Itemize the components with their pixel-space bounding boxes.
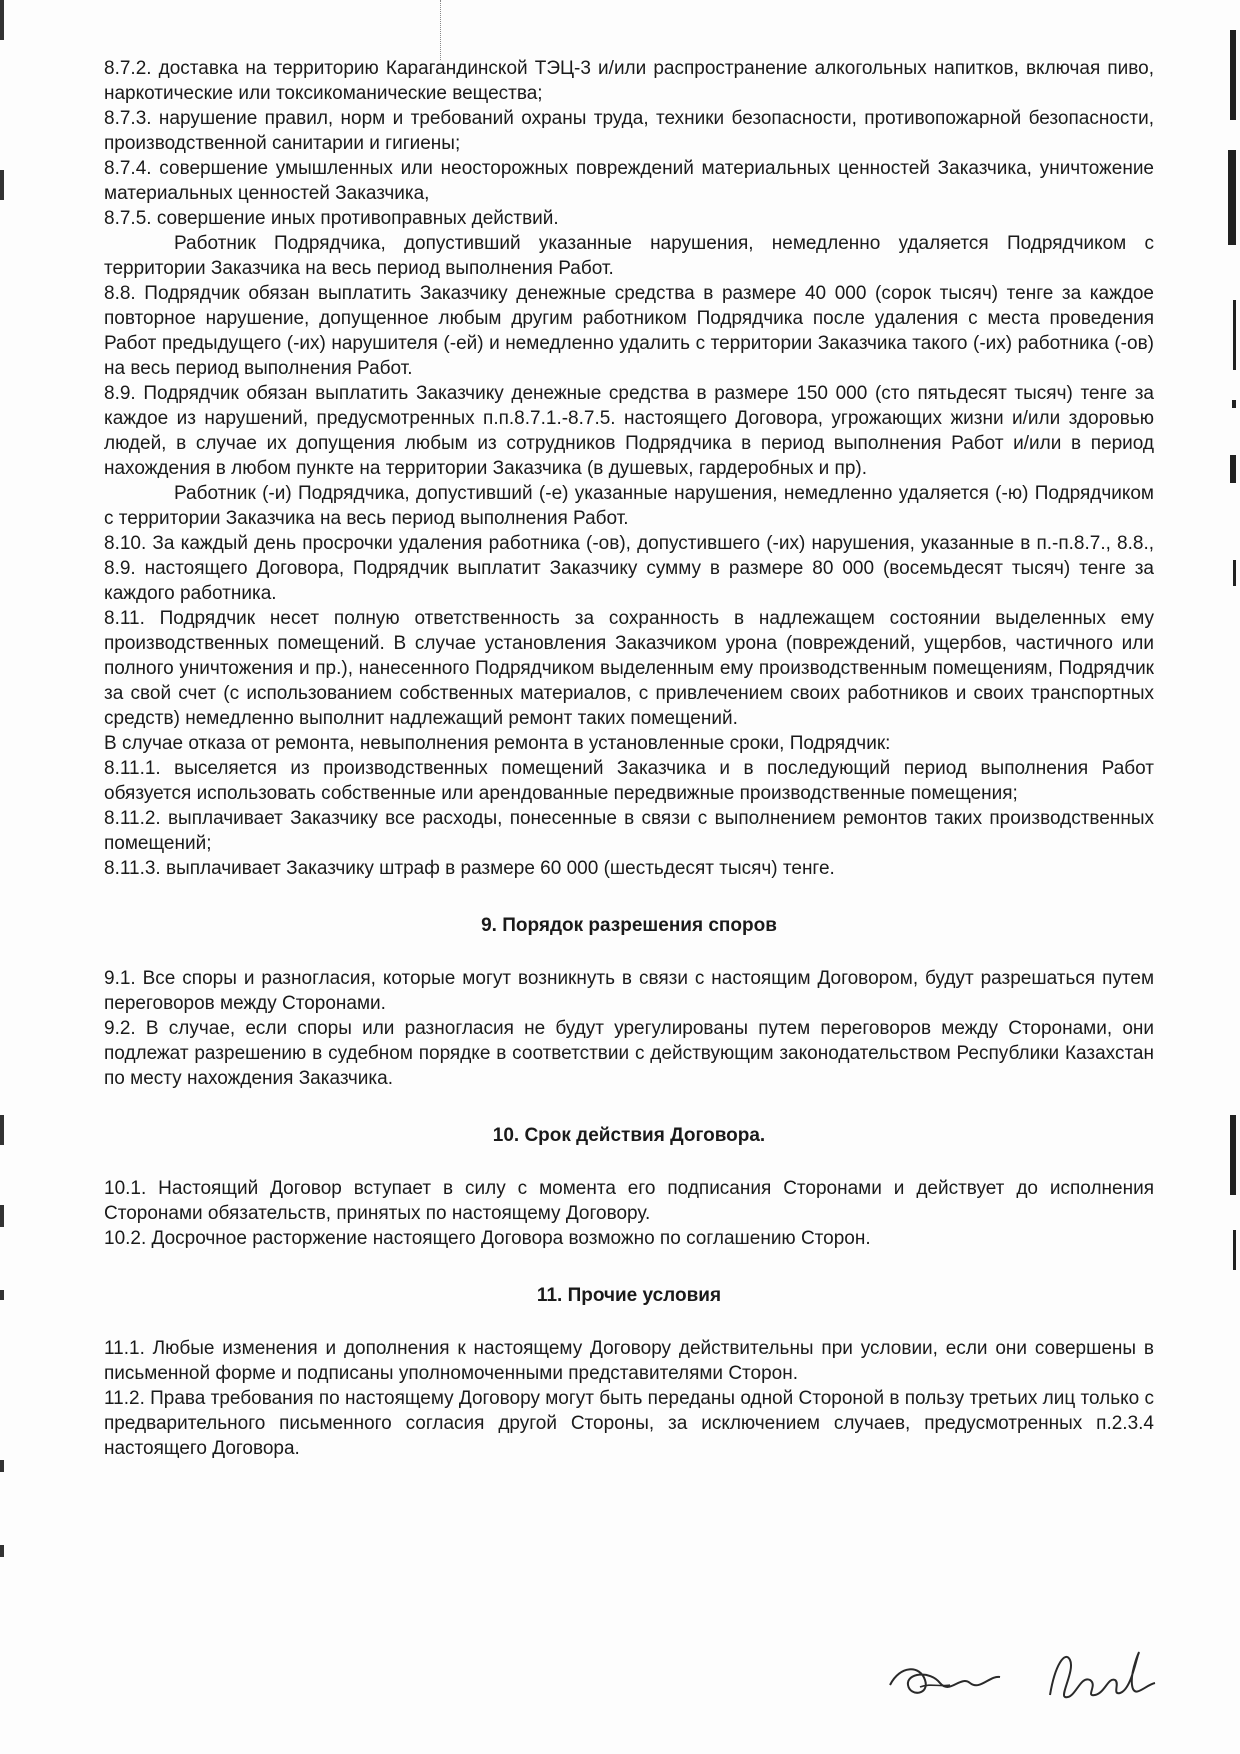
clause-8-11-1: 8.11.1. выселяется из производственных помещений Заказчика и в последующий период выполнения Работ обязуется использовать собственные или арендованные передвижные производственные помещения;: [104, 758, 1154, 804]
clause-8-7-3: 8.7.3. нарушение правил, норм и требований охраны труда, техники безопасности, противопожарной безопасности, производственной санитарии и гигиены;: [104, 108, 1154, 154]
section-11: [104, 1336, 1154, 1461]
clause-8-11-2: 8.11.2. выплачивает Заказчику все расходы, понесенные в связи с выполнением ремонтов таких производственных помещений;: [104, 808, 1154, 854]
clause-8-8: 8.8. Подрядчик обязан выплатить Заказчику денежные средства в размере 40 000 (сорок тысяч) тенге за каждое повторное нарушение, допущенное любым другим работником Подрядчика после удаления с места проведения Работ предыдущего (-их) нарушителя (-ей) и немедленно удалить с территории Заказчика такого (-их) работника (-ов) на весь период выполнения Работ.: [104, 283, 1154, 379]
clause-8-7-removal: Работник Подрядчика, допустивший указанные нарушения, немедленно удаляется Подрядчиком с территории Заказчика на весь период выполнения Работ.: [104, 233, 1154, 279]
section-10-title: 10. Срок действия Договора.: [492, 1125, 766, 1146]
section-9-title: 9. Порядок разрешения споров: [481, 915, 777, 936]
clause-8-7-2: 8.7.2. доставка на территорию Карагандинской ТЭЦ-3 и/или распространение алкогольных напитков, включая пиво, наркотические или токсикоманические вещества;: [104, 58, 1154, 104]
scan-fold-line: [440, 0, 441, 60]
section-10: [104, 1176, 1154, 1251]
clause-8-9: 8.9. Подрядчик обязан выплатить Заказчику денежные средства в размере 150 000 (сто пятьдесят тысяч) тенге за каждое из нарушений, предусмотренных п.п.8.7.1.-8.7.5. настоящего Договора, угрожающих жизни и/или здоровью людей, в случае их допущения любым из сотрудников Подрядчика в период выполнения Работ и/или в период нахождения в любом пункте на территории Заказчика (в душевых, гардеробных и пр).: [104, 383, 1154, 479]
clause-8-11-3: 8.11.3. выплачивает Заказчику штраф в размере 60 000 (шестьдесят тысяч) тенге.: [104, 858, 835, 879]
clause-9-2: 9.2. В случае, если споры или разногласия не будут урегулированы путем переговоров между Сторонами, они подлежат разрешению в судебном порядке в соответствии с действующим законодательством Республики Казахстан по месту нахождения Заказчика.: [104, 1018, 1154, 1089]
clause-8-7-4: 8.7.4. совершение умышленных или неосторожных повреждений материальных ценностей Заказчика, уничтожение материальных ценностей Заказчика,: [104, 158, 1154, 204]
clause-8-10: 8.10. За каждый день просрочки удаления работника (-ов), допустившего (-их) нарушения, указанные в п.-п.8.7., 8.8., 8.9. настоящего Договора, Подрядчик выплатит Заказчику сумму в размере 80 000 (восемьдесят тысяч) тенге за каждого работника.: [104, 533, 1154, 604]
clause-9-1: 9.1. Все споры и разногласия, которые могут возникнуть в связи с настоящим Договором, будут разрешаться путем переговоров между Сторонами.: [104, 968, 1154, 1014]
scan-left-edge-marks: [0, 0, 10, 1754]
clause-8-9-removal: Работник (-и) Подрядчика, допустивший (-е) указанные нарушения, немедленно удаляется (-ю) Подрядчиком с территории Заказчика на весь период выполнения Работ.: [104, 483, 1154, 529]
handwritten-signatures: [880, 1625, 1170, 1715]
section-9: [104, 966, 1154, 1091]
clause-8-11: 8.11. Подрядчик несет полную ответственность за сохранность в надлежащем состоянии выделенных ему производственных помещений. В случае установления Заказчиком урона (повреждений, ущербов, частичного или полного уничтожения и пр.), нанесенного Подрядчиком выделенным ему производственным помещениям, Подрядчик за свой счет (с использованием собственных материалов, с привлечением своих работников и своих транспортных средств) немедленно выполнит надлежащий ремонт таких помещений.: [104, 608, 1154, 729]
clause-10-1: 10.1. Настоящий Договор вступает в силу с момента его подписания Сторонами и действует до исполнения Сторонами обязательств, принятых по настоящему Договору.: [104, 1178, 1154, 1224]
scan-right-edge-marks: [1218, 0, 1240, 1754]
clause-10-2: 10.2. Досрочное расторжение настоящего Договора возможно по соглашению Сторон.: [104, 1228, 871, 1249]
clause-8-7-5: 8.7.5. совершение иных противоправных действий.: [104, 208, 559, 229]
clauses-before: [104, 56, 1154, 881]
clause-8-11-refusal: В случае отказа от ремонта, невыполнения ремонта в установленные сроки, Подрядчик:: [104, 733, 891, 754]
clause-11-2: 11.2. Права требования по настоящему Договору могут быть переданы одной Стороной в пользу третьих лиц только с предварительного письменного согласия другой Стороны, за исключением случаев, предусмотренных п.2.3.4 настоящего Договора.: [104, 1388, 1155, 1459]
section-11-title: 11. Прочие условия: [536, 1285, 722, 1306]
document-body: [104, 56, 1154, 1461]
clause-11-1: 11.1. Любые изменения и дополнения к настоящему Договору действительны при условии, если они совершены в письменной форме и подписаны уполномоченными представителями Сторон.: [104, 1338, 1154, 1384]
